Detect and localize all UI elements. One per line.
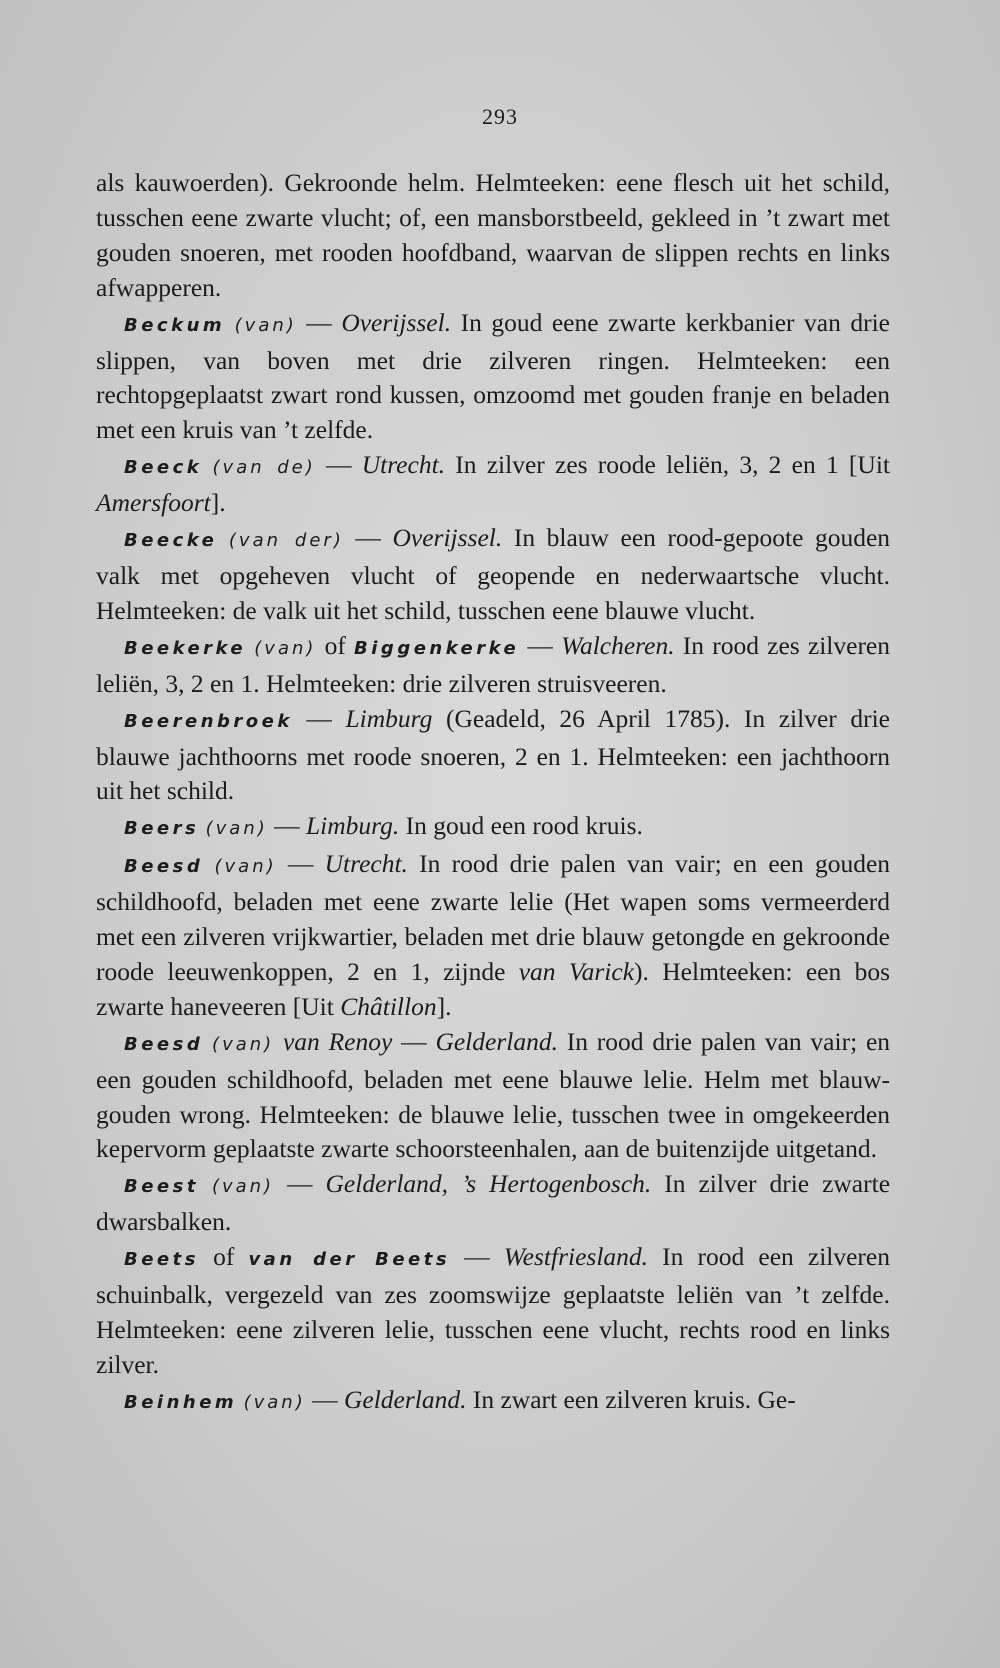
dash: — (450, 1242, 504, 1272)
family-name: Beinhem (124, 1391, 238, 1413)
dash: — (305, 1384, 344, 1414)
name-particle: (van) (214, 856, 277, 878)
family-name-alt: van der Beets (248, 1249, 451, 1271)
text-body (96, 166, 890, 1421)
name-particle: (van) (205, 818, 268, 840)
entry-beecke (96, 521, 890, 629)
entry-text: ]. (210, 488, 226, 518)
family-name: Beecke (124, 530, 218, 552)
place: Overijssel. (341, 307, 452, 337)
entry-beets (96, 1240, 890, 1383)
page-number: 293 (482, 104, 518, 129)
dash: — (343, 523, 393, 553)
place: Utrecht. (324, 849, 408, 879)
entry-beckum (96, 306, 890, 449)
family-name: Beesd (124, 856, 204, 878)
family-name: Beekerke (124, 637, 247, 659)
entry-text: In goud eene zwarte kerkbanier van drie slippen, van boven met drie zilveren ringen. Helmteeken: een rechtopgeplaatst zwart rond kussen, omzoomd met gouden franje en beladen met een kruis van ’t zelfde. (96, 307, 891, 445)
place: Westfriesland. (503, 1242, 649, 1272)
entry-text: In rood drie palen van vair; en een gouden schildhoofd, beladen met eene zwarte lelie (Het wapen soms vermeerderd met een zilveren vrijkwartier, beladen met drie blauw getongde en gekroonde roode leeuwenkoppen, 2 en 1, zijnde (96, 849, 891, 986)
entry-text: ]. (436, 991, 452, 1021)
conjunction: of (198, 1242, 249, 1272)
entry-text: In zilver zes roode leliën, 3, 2 en 1 [Uit (445, 450, 891, 480)
entry-text: In rood zes zilveren leliën, 3, 2 en 1. Helmteeken: drie zilveren struisveeren. (96, 630, 891, 698)
entry-beekerke (96, 629, 890, 702)
dash: — (276, 849, 325, 879)
entry-text: In zilver drie zwarte dwarsbalken. (96, 1169, 891, 1237)
entry-beers (96, 809, 890, 847)
place: Limburg (345, 703, 433, 733)
name-particle: (van) (212, 1033, 275, 1055)
entry-text: als kauwoerden). Gekroonde helm. Helmteeken: eene flesch uit het schild, tusschen eene zwarte vlucht; of, een mansborstbeeld, gekleed in ’t zwart met gouden snoeren, met rooden hoofdband, waarvan de slippen rechts en links afwapperen. (96, 168, 890, 302)
name-extension: van Renoy (274, 1026, 393, 1056)
entry-text: In zwart een zilveren kruis. Ge- (466, 1384, 796, 1414)
name-particle: (van de) (212, 457, 316, 479)
family-name: Beers (124, 818, 200, 840)
place: Gelderland. (435, 1026, 558, 1056)
entry-text: (Geadeld, 26 April 1785). In zilver drie blauwe jachthoorns met roode snoeren, 2 en 1. Helmteeken: een jachthoorn uit het schild. (96, 703, 890, 806)
entry-text: In goud een rood kruis. (399, 811, 643, 841)
family-name-alt: Biggenkerke (354, 637, 520, 659)
dash: — (274, 1169, 326, 1199)
entry-continuation (96, 166, 890, 306)
entry-text: In blauw een rood-gepoote gouden valk met opgeheven vlucht of geopende en nederwaartsche vlucht. Helmteeken: de valk uit het schild, tusschen eene blauwe vlucht. (96, 523, 891, 625)
place: Gelderland. (343, 1384, 467, 1414)
dash: — (519, 630, 562, 660)
family-name: Beest (124, 1176, 199, 1198)
place: Limburg. (306, 811, 400, 841)
place: Amersfoort (96, 488, 211, 518)
name-particle: (van) (243, 1391, 306, 1413)
name-particle: (van) (211, 1176, 275, 1198)
name-particle: (van der) (228, 530, 344, 552)
name-particle: (van) (234, 314, 297, 336)
conjunction: of (316, 630, 355, 660)
family-name: Beesd (124, 1033, 204, 1055)
entry-beesd-van-renoy (96, 1025, 890, 1168)
family-name: Beerenbroek (124, 710, 293, 732)
dash: — (296, 307, 342, 337)
entry-text: ). Helmteeken: een bos zwarte haneveeren [Uit (96, 956, 891, 1021)
family-name: Beckum (124, 314, 226, 336)
entry-text: In rood drie palen van vair; en een gouden schildhoofd, beladen met eene blauwe lelie. Helm met blauw-gouden wrong. Helmteeken: de blauwe lelie, tusschen twee in omgekeerden kepervorm geplaatste zwarte schoorsteenhalen, aan de buitenzijde uitgetand. (96, 1026, 891, 1164)
family-name: Beets (124, 1249, 199, 1271)
entry-text: In rood een zilveren schuinbalk, vergezeld van zes zoomswijze geplaatste leliën van ’t zelfde. Helmteeken: eene zilveren lelie, tusschen eene vlucht, rechts rood en links zilver. (96, 1242, 890, 1379)
name-particle: (van) (254, 637, 317, 659)
place: Châtillon (340, 991, 437, 1021)
place: Walcheren. (561, 630, 675, 660)
entry-beinhem (96, 1383, 890, 1421)
entry-beerenbroek (96, 702, 890, 810)
family-name: Beeck (124, 457, 203, 479)
place: van Varick (518, 956, 635, 986)
dash: — (292, 703, 346, 733)
dash: — (267, 811, 306, 841)
place: Gelderland, ’s Hertogenbosch. (325, 1169, 652, 1199)
entry-beest (96, 1167, 890, 1240)
entry-beesd (96, 847, 890, 1025)
place: Utrecht. (361, 450, 446, 480)
dash: — (315, 450, 362, 480)
place: Overijssel. (392, 523, 503, 553)
entry-beeck (96, 448, 890, 521)
dash: — (392, 1026, 436, 1056)
